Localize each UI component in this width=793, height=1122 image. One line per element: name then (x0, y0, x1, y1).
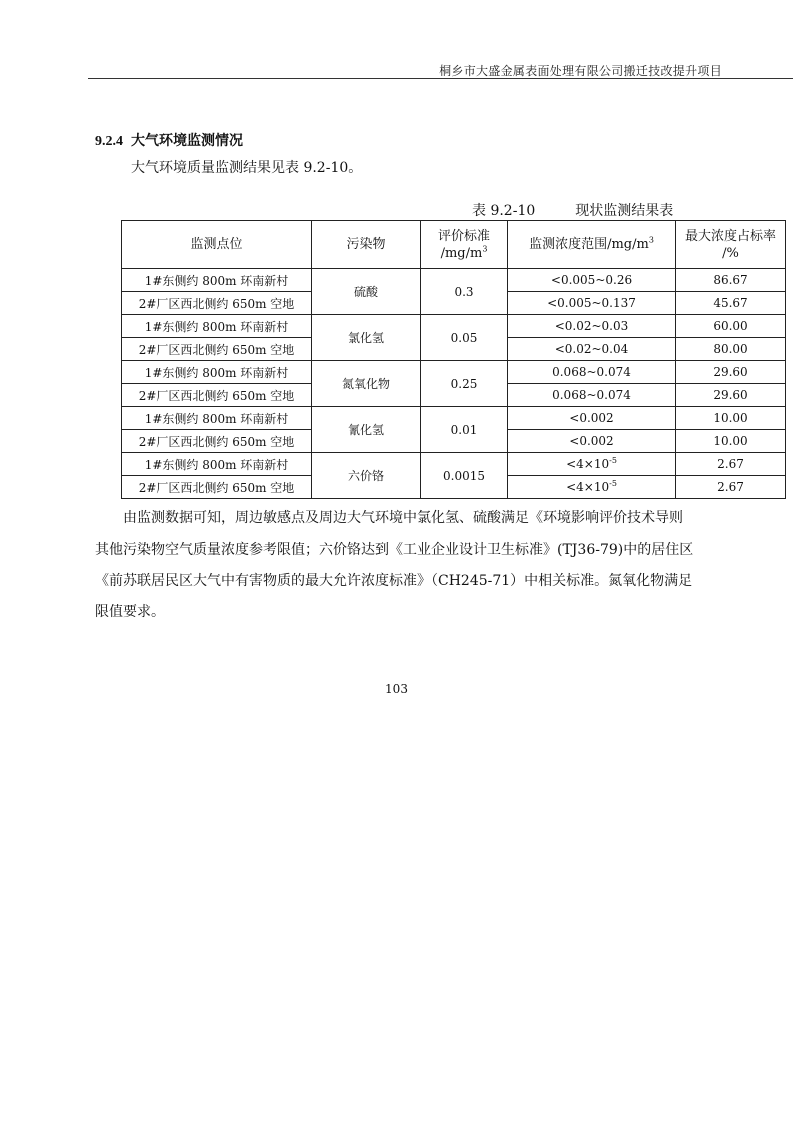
site-cell: 1#东侧约 800m 环南新村 (122, 407, 312, 430)
ratio-cell: 86.67 (676, 269, 786, 292)
header-site: 监测点位 (122, 221, 312, 269)
range-cell: <0.02~0.03 (508, 315, 676, 338)
standard-cell: 0.01 (421, 407, 508, 453)
pollutant-cell: 六价铬 (312, 453, 421, 499)
header-ratio-line2: /% (722, 245, 739, 261)
table-caption (472, 200, 673, 220)
ratio-cell: 60.00 (676, 315, 786, 338)
conclusion-line-2: 其他污染物空气质量浓度参考限值；六价铬达到《工业企业设计卫生标准》(TJ36-79)中的居住区 (95, 542, 694, 558)
header-ratio (676, 221, 786, 269)
section-title: 大气环境监测情况 (131, 133, 243, 149)
site-cell: 2#厂区西北侧约 650m 空地 (122, 384, 312, 407)
header-standard-line1: 评价标准 (437, 228, 490, 244)
conclusion-line-1: 由监测数据可知，周边敏感点及周边大气环境中氯化氢、硫酸满足《环境影响评价技术导则 (95, 510, 683, 526)
header-rule (88, 78, 793, 79)
site-cell: 2#厂区西北侧约 650m 空地 (122, 430, 312, 453)
range-cell: $<4\times 10^{-5}$ (508, 453, 676, 476)
table-header-row (122, 221, 786, 269)
standard-cell: 0.05 (421, 315, 508, 361)
ratio-cell: 2.67 (676, 453, 786, 476)
standard-cell: 0.0015 (421, 453, 508, 499)
header-ratio-line1: 最大浓度占标率 (684, 228, 776, 244)
table-row (122, 453, 786, 476)
section-number: 9.2.4 (95, 134, 123, 149)
page-number: 103 (385, 682, 408, 696)
range-cell: <0.02~0.04 (508, 338, 676, 361)
header-standard (421, 221, 508, 269)
header-standard-line2: $/mg/m^3$ (440, 244, 488, 261)
running-header: 桐乡市大盛金属表面处理有限公司搬迁技改提升项目 (439, 64, 722, 78)
ratio-cell: 80.00 (676, 338, 786, 361)
pollutant-cell: 氯化氢 (312, 315, 421, 361)
ratio-cell: 10.00 (676, 407, 786, 430)
conclusion-line-4: 限值要求。 (95, 604, 165, 620)
standard-cell: 0.3 (421, 269, 508, 315)
table-row (122, 315, 786, 338)
header-range: 监测浓度范围$/mg/m^3$ (508, 221, 676, 269)
table-caption-number: 表 9.2-10 (472, 203, 536, 219)
table-row (122, 407, 786, 430)
intro-text: 大气环境质量监测结果见表 9.2-10。 (131, 160, 363, 176)
site-cell: 2#厂区西北侧约 650m 空地 (122, 338, 312, 361)
ratio-cell: 45.67 (676, 292, 786, 315)
range-cell: <0.005~0.26 (508, 269, 676, 292)
range-cell: <0.002 (508, 430, 676, 453)
monitoring-results-table (121, 220, 786, 499)
site-cell: 2#厂区西北侧约 650m 空地 (122, 292, 312, 315)
range-cell: <0.002 (508, 407, 676, 430)
table-row (122, 361, 786, 384)
ratio-cell: 2.67 (676, 476, 786, 499)
ratio-cell: 29.60 (676, 361, 786, 384)
site-cell: 1#东侧约 800m 环南新村 (122, 315, 312, 338)
pollutant-cell: 氰化氢 (312, 407, 421, 453)
site-cell: 2#厂区西北侧约 650m 空地 (122, 476, 312, 499)
standard-cell: 0.25 (421, 361, 508, 407)
header-pollutant: 污染物 (312, 221, 421, 269)
table-caption-title: 现状监测结果表 (575, 203, 674, 219)
range-cell: $<4\times 10^{-5}$ (508, 476, 676, 499)
section-heading (95, 130, 243, 150)
range-cell: 0.068~0.074 (508, 384, 676, 407)
ratio-cell: 29.60 (676, 384, 786, 407)
range-cell: <0.005~0.137 (508, 292, 676, 315)
table-row (122, 269, 786, 292)
pollutant-cell: 氮氧化物 (312, 361, 421, 407)
pollutant-cell: 硫酸 (312, 269, 421, 315)
ratio-cell: 10.00 (676, 430, 786, 453)
site-cell: 1#东侧约 800m 环南新村 (122, 269, 312, 292)
site-cell: 1#东侧约 800m 环南新村 (122, 361, 312, 384)
range-cell: 0.068~0.074 (508, 361, 676, 384)
conclusion-line-3: 《前苏联居民区大气中有害物质的最大允许浓度标准》（CH245-71）中相关标准。氮氧化物满足 (95, 573, 693, 589)
site-cell: 1#东侧约 800m 环南新村 (122, 453, 312, 476)
